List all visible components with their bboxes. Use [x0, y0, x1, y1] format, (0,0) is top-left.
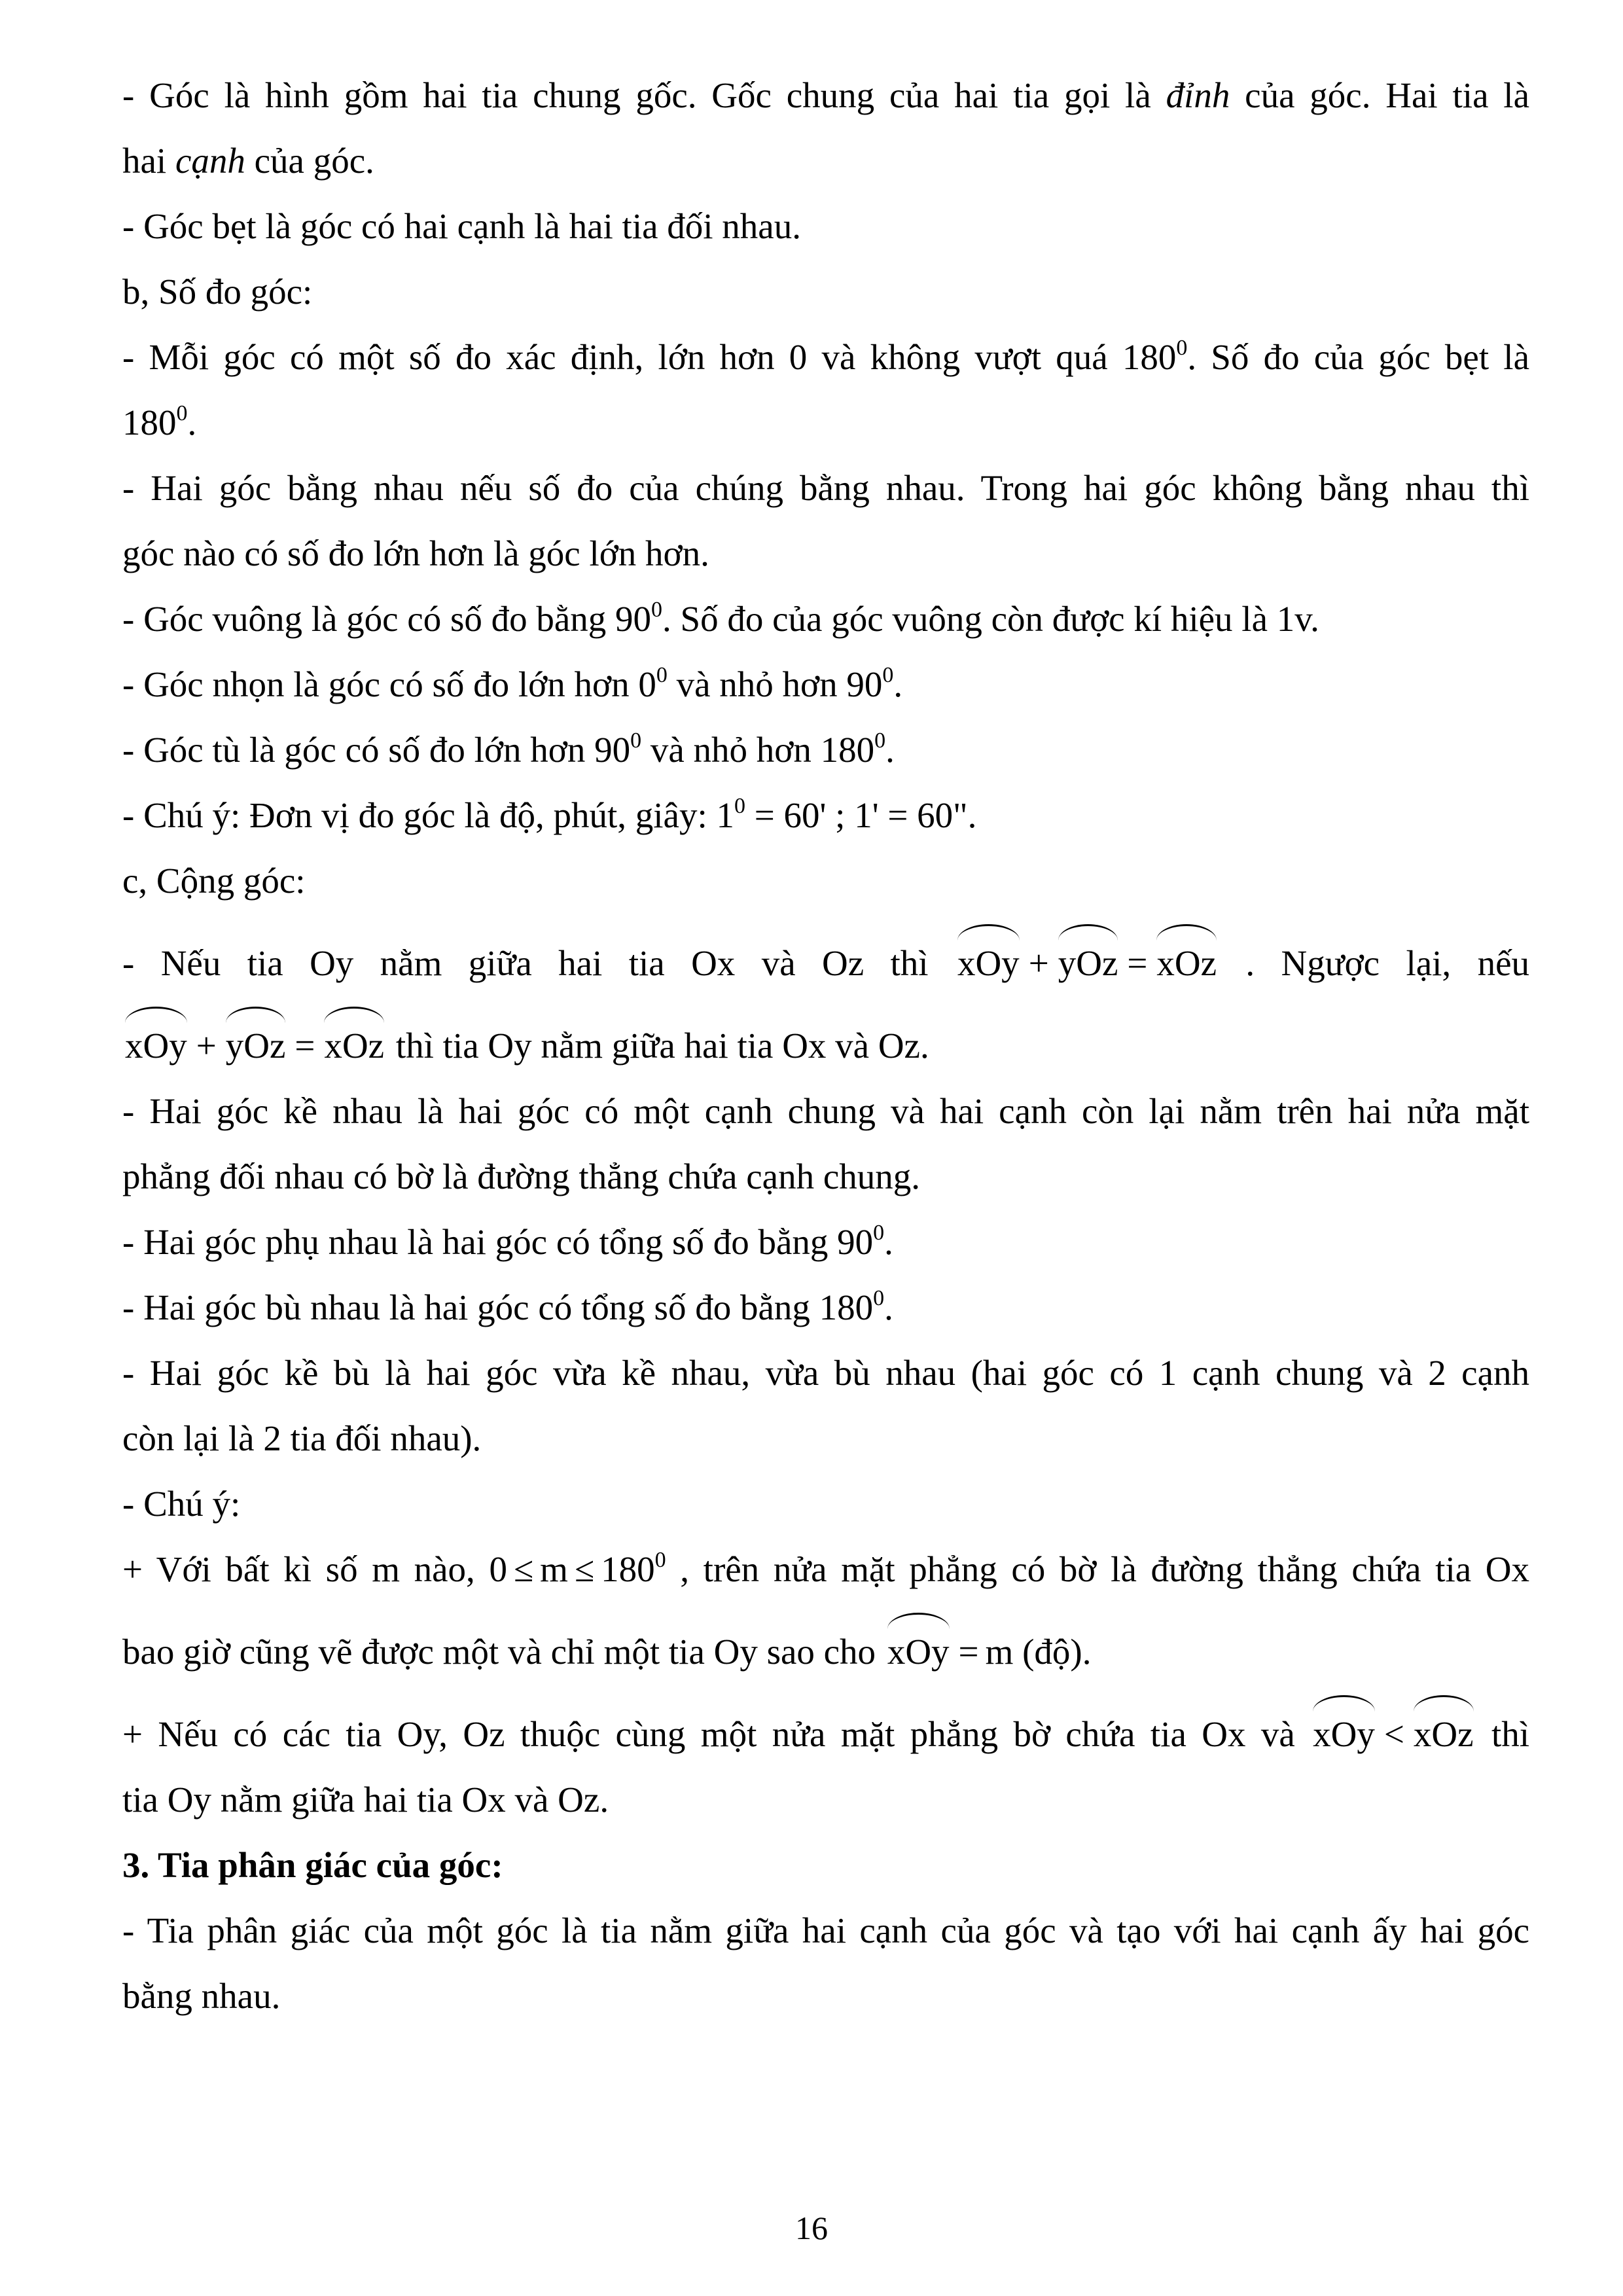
formula-range: $0 \le m \le 180^0$	[489, 1548, 666, 1589]
note-title: - Chú ý:	[122, 1484, 241, 1524]
linear-pair-line-2: còn lại là 2 tia đối nhau).	[122, 1418, 482, 1458]
note-line-2: bao giờ cũng vẽ được một và chỉ một tia Oy sao cho xOy = m (độ).	[122, 1619, 1529, 1685]
angle-xoy: xOy	[1310, 1702, 1378, 1767]
right-angle-line: - Góc vuông là góc có số đo bằng $90^0$. Số đo của góc vuông còn được kí hiệu là 1v.	[122, 598, 1319, 639]
angle-measure-line-2: $180^0$.	[122, 401, 197, 442]
section-b-title: b, Số đo góc:	[122, 272, 313, 312]
angle-yoz: yOz	[223, 1013, 289, 1079]
section-c-title: c, Cộng góc:	[122, 861, 306, 901]
bisector-line-2: bằng nhau.	[122, 1976, 281, 2016]
angle-xoz: xOz	[1411, 1702, 1476, 1767]
section-3-heading: 3. Tia phân giác của góc:	[122, 1845, 503, 1885]
formula-angle-sum: xOy + yOz = xOz	[122, 1026, 387, 1066]
note-line-1: + Với bất kì số m nào, $0 \le m \le 180^0$ , trên nửa mặt phẳng có bờ là đường thẳng chứa tia Ox	[122, 1548, 1529, 1589]
definition-angle-line-2: hai cạnh của góc.	[122, 141, 374, 181]
supplementary-angles-line: - Hai góc bù nhau là hai góc có tổng số đo bằng $180^0$.	[122, 1286, 893, 1327]
formula-angle-sum: xOy + yOz = xOz	[955, 943, 1219, 983]
adjacent-angles-line-2: phẳng đối nhau có bờ là đường thẳng chứa cạnh chung.	[122, 1157, 920, 1196]
angle-xoz: xOz	[321, 1013, 387, 1079]
term-vertex: đỉnh	[1166, 75, 1230, 115]
note-line-4: tia Oy nằm giữa hai tia Ox và Oz.	[122, 1780, 609, 1820]
equal-angles-line-2: góc nào có số đo lớn hơn là góc lớn hơn.	[122, 533, 709, 573]
page-content	[122, 63, 1529, 2029]
angle-measure-line-1: - Mỗi góc có một số đo xác định, lớn hơn 0 và không vượt quá $180^0$. Số đo của góc bẹt là	[122, 336, 1529, 377]
angle-xoy: xOy	[122, 1013, 190, 1079]
formula-angle-equals-m: xOy = m	[885, 1632, 1014, 1672]
angle-addition-line-2: xOy + yOz = xOz thì tia Oy nằm giữa hai tia Ox và Oz.	[122, 1013, 1529, 1079]
angle-yoz: yOz	[1056, 931, 1121, 996]
term-side: cạnh	[175, 141, 245, 181]
acute-angle-line: - Góc nhọn là góc có số đo lớn hơn $0^0$ và nhỏ hơn $90^0$.	[122, 663, 903, 704]
straight-angle-line: - Góc bẹt là góc có hai cạnh là hai tia đối nhau.	[122, 206, 801, 246]
note-line-3: + Nếu có các tia Oy, Oz thuộc cùng một nửa mặt phẳng bờ chứa tia Ox và xOy < xOz thì	[122, 1702, 1529, 1767]
angle-xoy: xOy	[885, 1619, 952, 1685]
obtuse-angle-line: - Góc tù là góc có số đo lớn hơn $90^0$ và nhỏ hơn $180^0$.	[122, 728, 895, 770]
angle-xoy: xOy	[955, 931, 1022, 996]
adjacent-angles-line-1: - Hai góc kề nhau là hai góc có một cạnh chung và hai cạnh còn lại nằm trên hai nửa mặt	[122, 1091, 1529, 1131]
page-number: 16	[795, 2210, 828, 2246]
equal-angles-line-1: - Hai góc bằng nhau nếu số đo của chúng bằng nhau. Trong hai góc không bằng nhau thì	[122, 468, 1529, 508]
units-note-line: - Chú ý: Đơn vị đo góc là độ, phút, giây: $1^0 = 60'$ ; 1' = 60".	[122, 794, 977, 835]
definition-angle-line-1: - Góc là hình gồm hai tia chung gốc. Gốc chung của hai tia gọi là đỉnh của góc. Hai tia là	[122, 75, 1530, 115]
formula-angle-compare: xOy < xOz	[1310, 1714, 1476, 1754]
complementary-angles-line: - Hai góc phụ nhau là hai góc có tổng số đo bằng $90^0$.	[122, 1221, 893, 1262]
angle-addition-line-1: - Nếu tia Oy nằm giữa hai tia Ox và Oz thì xOy + yOz = xOz . Ngược lại, nếu	[122, 931, 1529, 996]
bisector-line-1: - Tia phân giác của một góc là tia nằm giữa hai cạnh của góc và tạo với hai cạnh ấy hai góc	[122, 1910, 1529, 1950]
linear-pair-line-1: - Hai góc kề bù là hai góc vừa kề nhau, vừa bù nhau (hai góc có 1 cạnh chung và 2 cạnh	[122, 1353, 1529, 1393]
angle-xoz: xOz	[1154, 931, 1219, 996]
